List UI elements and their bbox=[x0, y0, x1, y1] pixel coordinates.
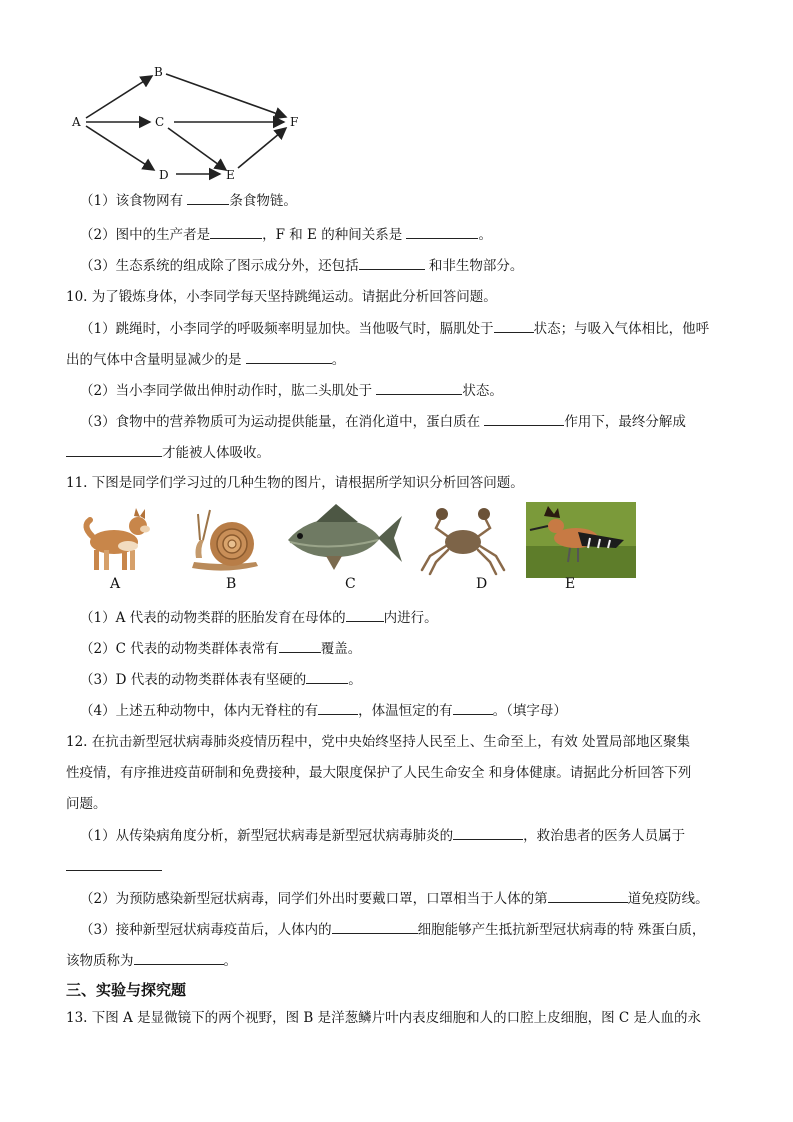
answer-blank[interactable] bbox=[66, 856, 162, 871]
node-d: D bbox=[159, 168, 169, 182]
answer-blank[interactable] bbox=[494, 318, 534, 333]
q9-part1: （1）该食物网有 条食物链。 bbox=[80, 190, 297, 211]
q11-stem: 11. 下图是同学们学习过的几种生物的图片，请根据所学知识分析回答问题。 bbox=[66, 475, 524, 491]
answer-blank[interactable] bbox=[187, 190, 229, 205]
q10-part1-line2: 出的气体中含量明显减少的是 。 bbox=[66, 349, 345, 370]
answer-blank[interactable] bbox=[246, 349, 332, 364]
answer-blank[interactable] bbox=[66, 442, 162, 457]
q12-part3-line2: 该物质称为 。 bbox=[66, 950, 237, 971]
q11-part4: （4）上述五种动物中，体内无脊柱的有 ，体温恒定的有 。（填字母） bbox=[80, 700, 567, 721]
edge-b-f bbox=[166, 74, 286, 117]
node-a: A bbox=[72, 115, 81, 129]
food-web-diagram bbox=[66, 62, 306, 186]
snail-image bbox=[186, 500, 262, 576]
answer-blank[interactable] bbox=[279, 638, 321, 653]
q12-part2: （2）为预防感染新型冠状病毒，同学们外出时要戴口罩，口罩相当于人体的第 道免疫防线。 bbox=[80, 888, 709, 909]
q12-part3-line1: （3）接种新型冠状病毒疫苗后，人体内的 细胞能够产生抵抗新型冠状病毒的特 殊蛋白质， bbox=[80, 919, 705, 940]
answer-blank[interactable] bbox=[376, 380, 462, 395]
q12-stem-line1: 12. 在抗击新型冠状病毒肺炎疫情历程中，党中央始终坚持人民至上、生命至上，有效 处置局部地区聚集 bbox=[66, 734, 691, 750]
answer-blank[interactable] bbox=[453, 825, 523, 840]
edge-e-f bbox=[238, 128, 286, 168]
animal-label-a: A bbox=[110, 576, 121, 592]
answer-blank[interactable] bbox=[359, 255, 425, 270]
dog-image bbox=[78, 500, 154, 576]
answer-blank[interactable] bbox=[210, 224, 262, 239]
crab-image bbox=[416, 500, 510, 576]
answer-blank[interactable] bbox=[484, 411, 564, 426]
answer-blank[interactable] bbox=[453, 700, 493, 715]
animal-label-b: B bbox=[226, 576, 237, 592]
node-e: E bbox=[226, 168, 235, 182]
section-title: 三、实验与探究题 bbox=[66, 981, 187, 999]
edge-c-e bbox=[168, 128, 226, 170]
q11-part3: （3）D 代表的动物类群体表有坚硬的 。 bbox=[80, 669, 362, 690]
node-b: B bbox=[154, 65, 163, 79]
answer-blank[interactable] bbox=[318, 700, 358, 715]
answer-blank[interactable] bbox=[548, 888, 628, 903]
q10-part1-line1: （1）跳绳时，小李同学的呼吸频率明显加快。当他吸气时，膈肌处于 状态；与吸入气体相比，他呼 bbox=[80, 318, 709, 339]
q10-part2: （2）当小李同学做出伸肘动作时，肱二头肌处于 状态。 bbox=[80, 380, 503, 401]
fish-image bbox=[280, 500, 404, 576]
edge-a-b bbox=[86, 76, 152, 118]
q9-part2: （2）图中的生产者是 ，F 和 E 的种间关系是 。 bbox=[80, 224, 492, 245]
animal-label-d: D bbox=[476, 576, 488, 592]
q12-part1-blank-line bbox=[66, 856, 162, 877]
answer-blank[interactable] bbox=[306, 669, 348, 684]
answer-blank[interactable] bbox=[346, 607, 384, 622]
q13-stem: 13. 下图 A 是显微镜下的两个视野，图 B 是洋葱鳞片叶内表皮细胞和人的口腔上皮细胞，图 C 是人血的永 bbox=[66, 1010, 702, 1026]
node-c: C bbox=[155, 115, 165, 129]
animal-label-e: E bbox=[565, 576, 576, 592]
q10-part3-line1: （3）食物中的营养物质可为运动提供能量，在消化道中，蛋白质在 作用下，最终分解成 bbox=[80, 411, 686, 432]
answer-blank[interactable] bbox=[332, 919, 418, 934]
animal-label-c: C bbox=[345, 576, 356, 592]
q12-stem-line2: 性疫情，有序推进疫苗研制和免费接种，最大限度保护了人民生命安全 和身体健康。请据此分析回答下列 bbox=[66, 765, 692, 781]
edge-a-d bbox=[86, 126, 154, 170]
hoopoe-image bbox=[526, 502, 636, 578]
q10-part3-line2: 才能被人体吸收。 bbox=[66, 442, 270, 463]
answer-blank[interactable] bbox=[134, 950, 224, 965]
q11-part2: （2）C 代表的动物类群体表常有 覆盖。 bbox=[80, 638, 361, 659]
answer-blank[interactable] bbox=[406, 224, 478, 239]
node-f: F bbox=[290, 115, 299, 129]
q12-stem-line3: 问题。 bbox=[66, 796, 107, 812]
q12-part1: （1）从传染病角度分析，新型冠状病毒是新型冠状病毒肺炎的 ，救治患者的医务人员属于 bbox=[80, 825, 685, 846]
q11-part1: （1）A 代表的动物类群的胚胎发育在母体的 内进行。 bbox=[80, 607, 438, 628]
q10-stem: 10. 为了锻炼身体，小李同学每天坚持跳绳运动。请据此分析回答问题。 bbox=[66, 289, 497, 305]
q9-part3: （3）生态系统的组成除了图示成分外，还包括 和非生物部分。 bbox=[80, 255, 523, 276]
